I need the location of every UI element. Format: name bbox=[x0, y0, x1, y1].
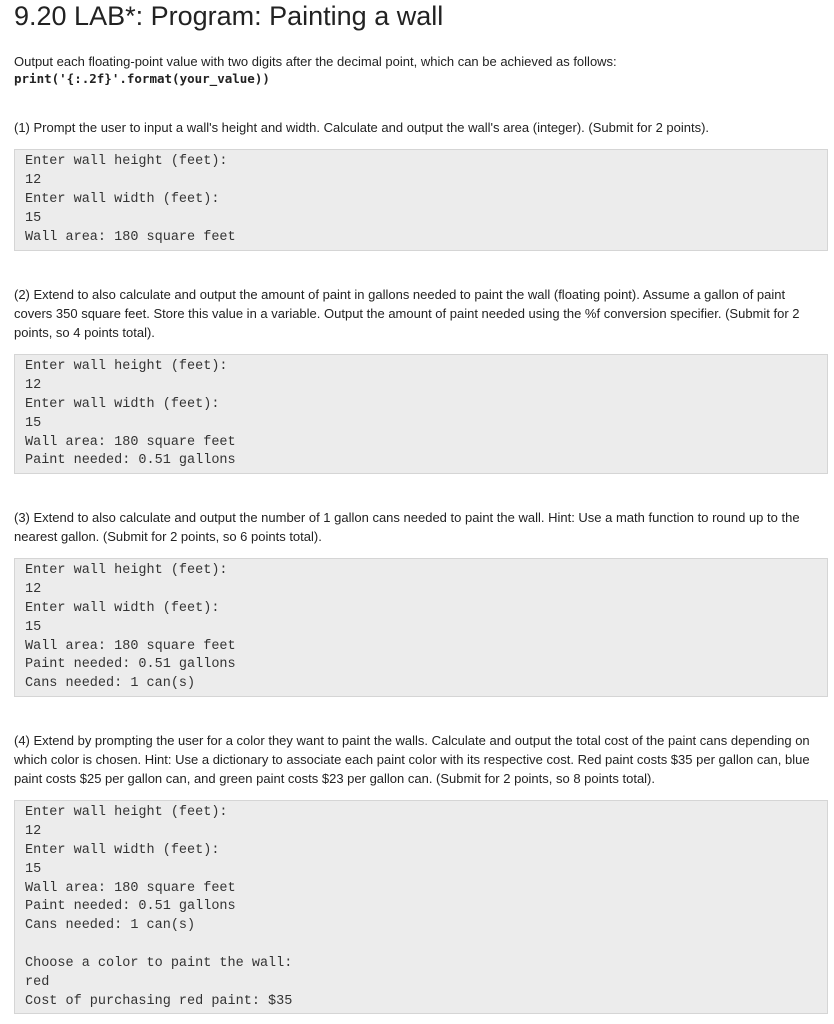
section-3-text: (3) Extend to also calculate and output the number of 1 gallon cans needed to paint the wall. Hint: Use a math function to round up to the nearest gallon. (Submit for 2 points, so 6 points total). bbox=[14, 510, 800, 544]
output-line: Enter wall height (feet): bbox=[25, 805, 228, 820]
section-1-sample-output bbox=[14, 149, 828, 251]
output-line: Enter wall height (feet): bbox=[25, 359, 228, 374]
output-line: 15 bbox=[25, 861, 42, 877]
output-line: 15 bbox=[25, 210, 42, 226]
output-line: Enter wall width (feet): bbox=[25, 600, 220, 616]
output-line: Paint needed: 0.51 gallons bbox=[25, 899, 236, 915]
output-line: Wall area: 180 square feet bbox=[25, 229, 236, 245]
output-line: 12 bbox=[25, 823, 42, 839]
output-line: Enter wall width (feet): bbox=[25, 191, 220, 207]
output-line: Enter wall width (feet): bbox=[25, 396, 220, 412]
output-line: 12 bbox=[25, 377, 42, 393]
output-line: Choose a color to paint the wall: bbox=[25, 956, 293, 972]
output-line: Wall area: 180 square feet bbox=[25, 638, 236, 654]
section-3-sample-output bbox=[14, 558, 828, 697]
output-line: Wall area: 180 square feet bbox=[25, 434, 236, 450]
output-line: 15 bbox=[25, 619, 42, 635]
output-line: Enter wall width (feet): bbox=[25, 842, 220, 858]
intro-code: print('{:.2f}'.format(your_value)) bbox=[14, 71, 270, 86]
output-line: Cans needed: 1 can(s) bbox=[25, 918, 196, 934]
output-line: Paint needed: 0.51 gallons bbox=[25, 453, 236, 469]
output-line bbox=[25, 936, 817, 955]
output-line: 15 bbox=[25, 415, 42, 431]
section-4-text: (4) Extend by prompting the user for a color they want to paint the walls. Calculate and output the total cost of the paint cans depending on which color is chosen. Hint: Use a dictionary to associate each paint color with its respective cost. Red paint costs $35 per gallon can, blue paint costs $25 per gallon can, and green paint costs $23 per gallon can. (Submit for 2 points, so 8 points total). bbox=[14, 733, 810, 786]
output-line: 12 bbox=[25, 172, 42, 188]
output-line: Enter wall height (feet): bbox=[25, 563, 228, 578]
output-line: Enter wall height (feet): bbox=[25, 154, 228, 169]
intro-text: Output each floating-point value with two digits after the decimal point, which can be achieved as follows: bbox=[14, 54, 617, 69]
output-line: Cost of purchasing red paint: $35 bbox=[25, 993, 293, 1009]
section-2-sample-output bbox=[14, 354, 828, 474]
output-line: red bbox=[25, 975, 50, 991]
output-line: Cans needed: 1 can(s) bbox=[25, 676, 196, 692]
output-line: Paint needed: 0.51 gallons bbox=[25, 657, 236, 673]
section-1-text: (1) Prompt the user to input a wall's height and width. Calculate and output the wall's area (integer). (Submit for 2 points). bbox=[14, 120, 710, 135]
page-title: 9.20 LAB*: Program: Painting a wall bbox=[14, 1, 444, 31]
output-line: 12 bbox=[25, 581, 42, 597]
section-4-sample-output bbox=[14, 800, 828, 1014]
section-2-text: (2) Extend to also calculate and output the amount of paint in gallons needed to paint the wall (floating point). Assume a gallon of paint covers 350 square feet. Store this value in a variable. Output the amount of paint needed using the %f conversion specifier. (Submit for 2 points, so 4 points total). bbox=[14, 287, 800, 340]
output-line: Wall area: 180 square feet bbox=[25, 880, 236, 896]
